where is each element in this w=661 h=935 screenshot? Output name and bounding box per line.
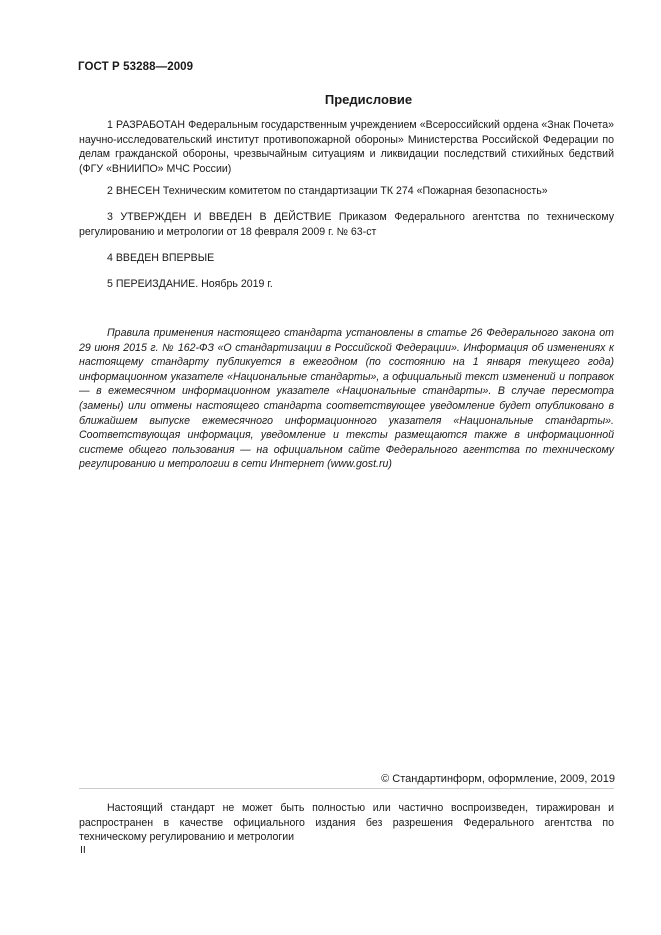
divider	[79, 788, 614, 789]
page-title: Предисловие	[324, 92, 413, 107]
reproduction-notice: Настоящий стандарт не может быть полностью или частично воспроизведен, тиражирован и распространен в качестве официального издания без разрешения Федерального агентства по техническому регулированию и метрологии	[79, 802, 614, 844]
copyright-line: © Стандартинформ, оформление, 2009, 2019	[381, 773, 615, 785]
standard-code: ГОСТ Р 53288—2009	[78, 61, 194, 73]
foreword-item-5: 5 ПЕРЕИЗДАНИЕ. Ноябрь 2019 г.	[107, 278, 273, 290]
page-number: II	[80, 844, 86, 856]
foreword-item-1: 1 РАЗРАБОТАН Федеральным государственным учреждением «Всероссийский ордена «Знак Почета» научно-исследовательский институт противопожарной обороны» Министерства Российской Федерации по делам гражданской обороны, чрезвычайным ситуациям и ликвидации последствий стихийных бедствий (ФГУ «ВНИИПО» МЧС России)	[79, 119, 614, 175]
foreword-item-2: 2 ВНЕСЕН Техническим комитетом по стандартизации ТК 274 «Пожарная безопасность»	[107, 185, 548, 197]
application-notice: Правила применения настоящего стандарта установлены в статье 26 Федерального закона от 29 июня 2015 г. № 162-ФЗ «О стандартизации в Российской Федерации». Информация об изменениях к настоящему стандарту публикуется в ежегодном (по состоянию на 1 января текущего года) информационном указателе «Национальные стандарты», а официальный текст изменений и поправок — в ежемесячном информационном указателе «Национальные стандарты». В случае пересмотра (замены) или отмены настоящего стандарта соответствующее уведомление будет опубликовано в ближайшем выпуске ежемесячного информационного указателя «Национальные стандарты». Соответствующая информация, уведомление и тексты размещаются также в информационной системе общего пользования — на официальном сайте Федерального агентства по техническому регулированию и метрологии в сети Интернет (www.gost.ru)	[79, 327, 614, 471]
foreword-item-4: 4 ВВЕДЕН ВПЕРВЫЕ	[107, 252, 215, 264]
foreword-item-3: 3 УТВЕРЖДЕН И ВВЕДЕН В ДЕЙСТВИЕ Приказом Федерального агентства по техническому регулированию и метрологии от 18 февраля 2009 г. № 63-ст	[79, 211, 614, 238]
